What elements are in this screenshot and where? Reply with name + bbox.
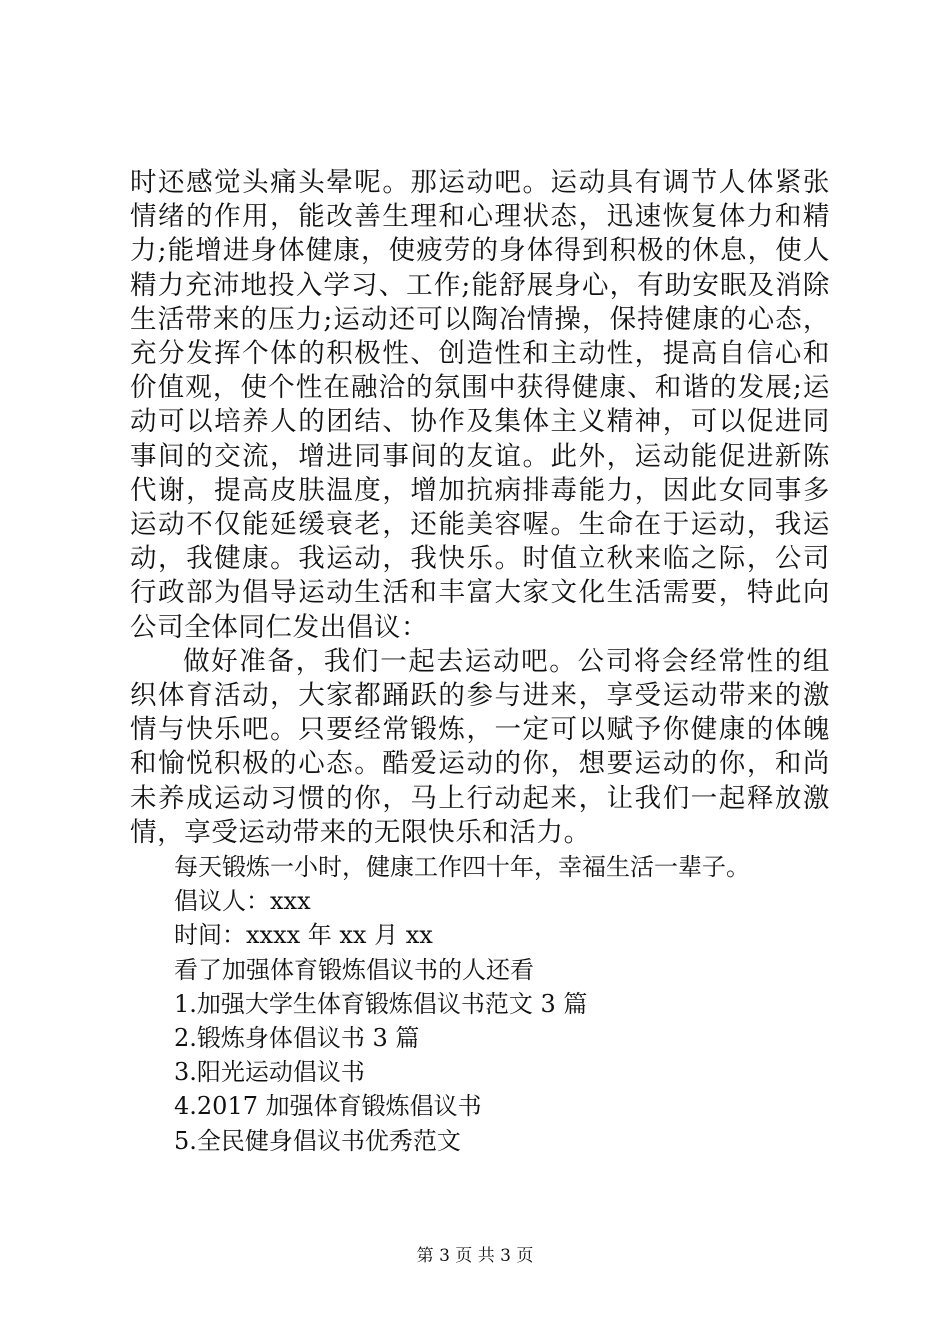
date: 时间：xxxx 年 xx 月 xx	[174, 921, 433, 950]
related-item[interactable]: 2.锻炼身体倡议书 3 篇	[174, 1024, 420, 1053]
body-paragraph: 时还感觉头痛头晕呢。那运动吧。运动具有调节人体紧张情绪的作用，能改善生理和心理状态，迅速恢复体力和精力;能增进身体健康，使疲劳的身体得到积极的休息，使人精力充沛地投入学习、工作;能舒展身心，有助安眠及消除生活带来的压力;运动还可以陶冶情操，保持健康的心态，充分发挥个体的积极性、创造性和主动性，提高自信心和价值观，使个性在融洽的氛围中获得健康、和谐的发展;运动可以培养人的团结、协作及集体主义精神，可以促进同事间的交流，增进同事间的友谊。此外，运动能促进新陈代谢，提高皮肤温度，增加抗病排毒能力，因此女同事多运动不仅能延缓衰老，还能美容喔。生命在于运动，我运动，我健康。我运动，我快乐。时值立秋来临之际，公司行政部为倡导运动生活和丰富大家文化生活需要，特此向公司全体同仁发出倡议：	[130, 167, 830, 643]
related-item[interactable]: 3.阳光运动倡议书	[174, 1058, 365, 1087]
related-heading: 看了加强体育锻炼倡议书的人还看	[174, 955, 534, 984]
body-paragraph: 做好准备，我们一起去运动吧。公司将会经常性的组织体育活动，大家都踊跃的参与进来，享受运动带来的激情与快乐吧。只要经常锻炼，一定可以赋予你健康的体魄和愉悦积极的心态。酷爱运动的你，想要运动的你，和尚未养成运动习惯的你，马上行动起来，让我们一起释放激情，享受运动带来的无限快乐和活力。	[130, 645, 830, 848]
related-item[interactable]: 1.加强大学生体育锻炼倡议书范文 3 篇	[174, 989, 588, 1018]
slogan: 每天锻炼一小时，健康工作四十年，幸福生活一辈子。	[174, 853, 750, 882]
proposer: 倡议人：xxx	[174, 887, 311, 916]
related-item[interactable]: 4.2017 加强体育锻炼倡议书	[174, 1092, 482, 1121]
related-item[interactable]: 5.全民健身倡议书优秀范文	[174, 1126, 461, 1155]
document-body	[130, 166, 830, 1158]
page-footer: 第 3 页 共 3 页	[416, 1246, 534, 1266]
